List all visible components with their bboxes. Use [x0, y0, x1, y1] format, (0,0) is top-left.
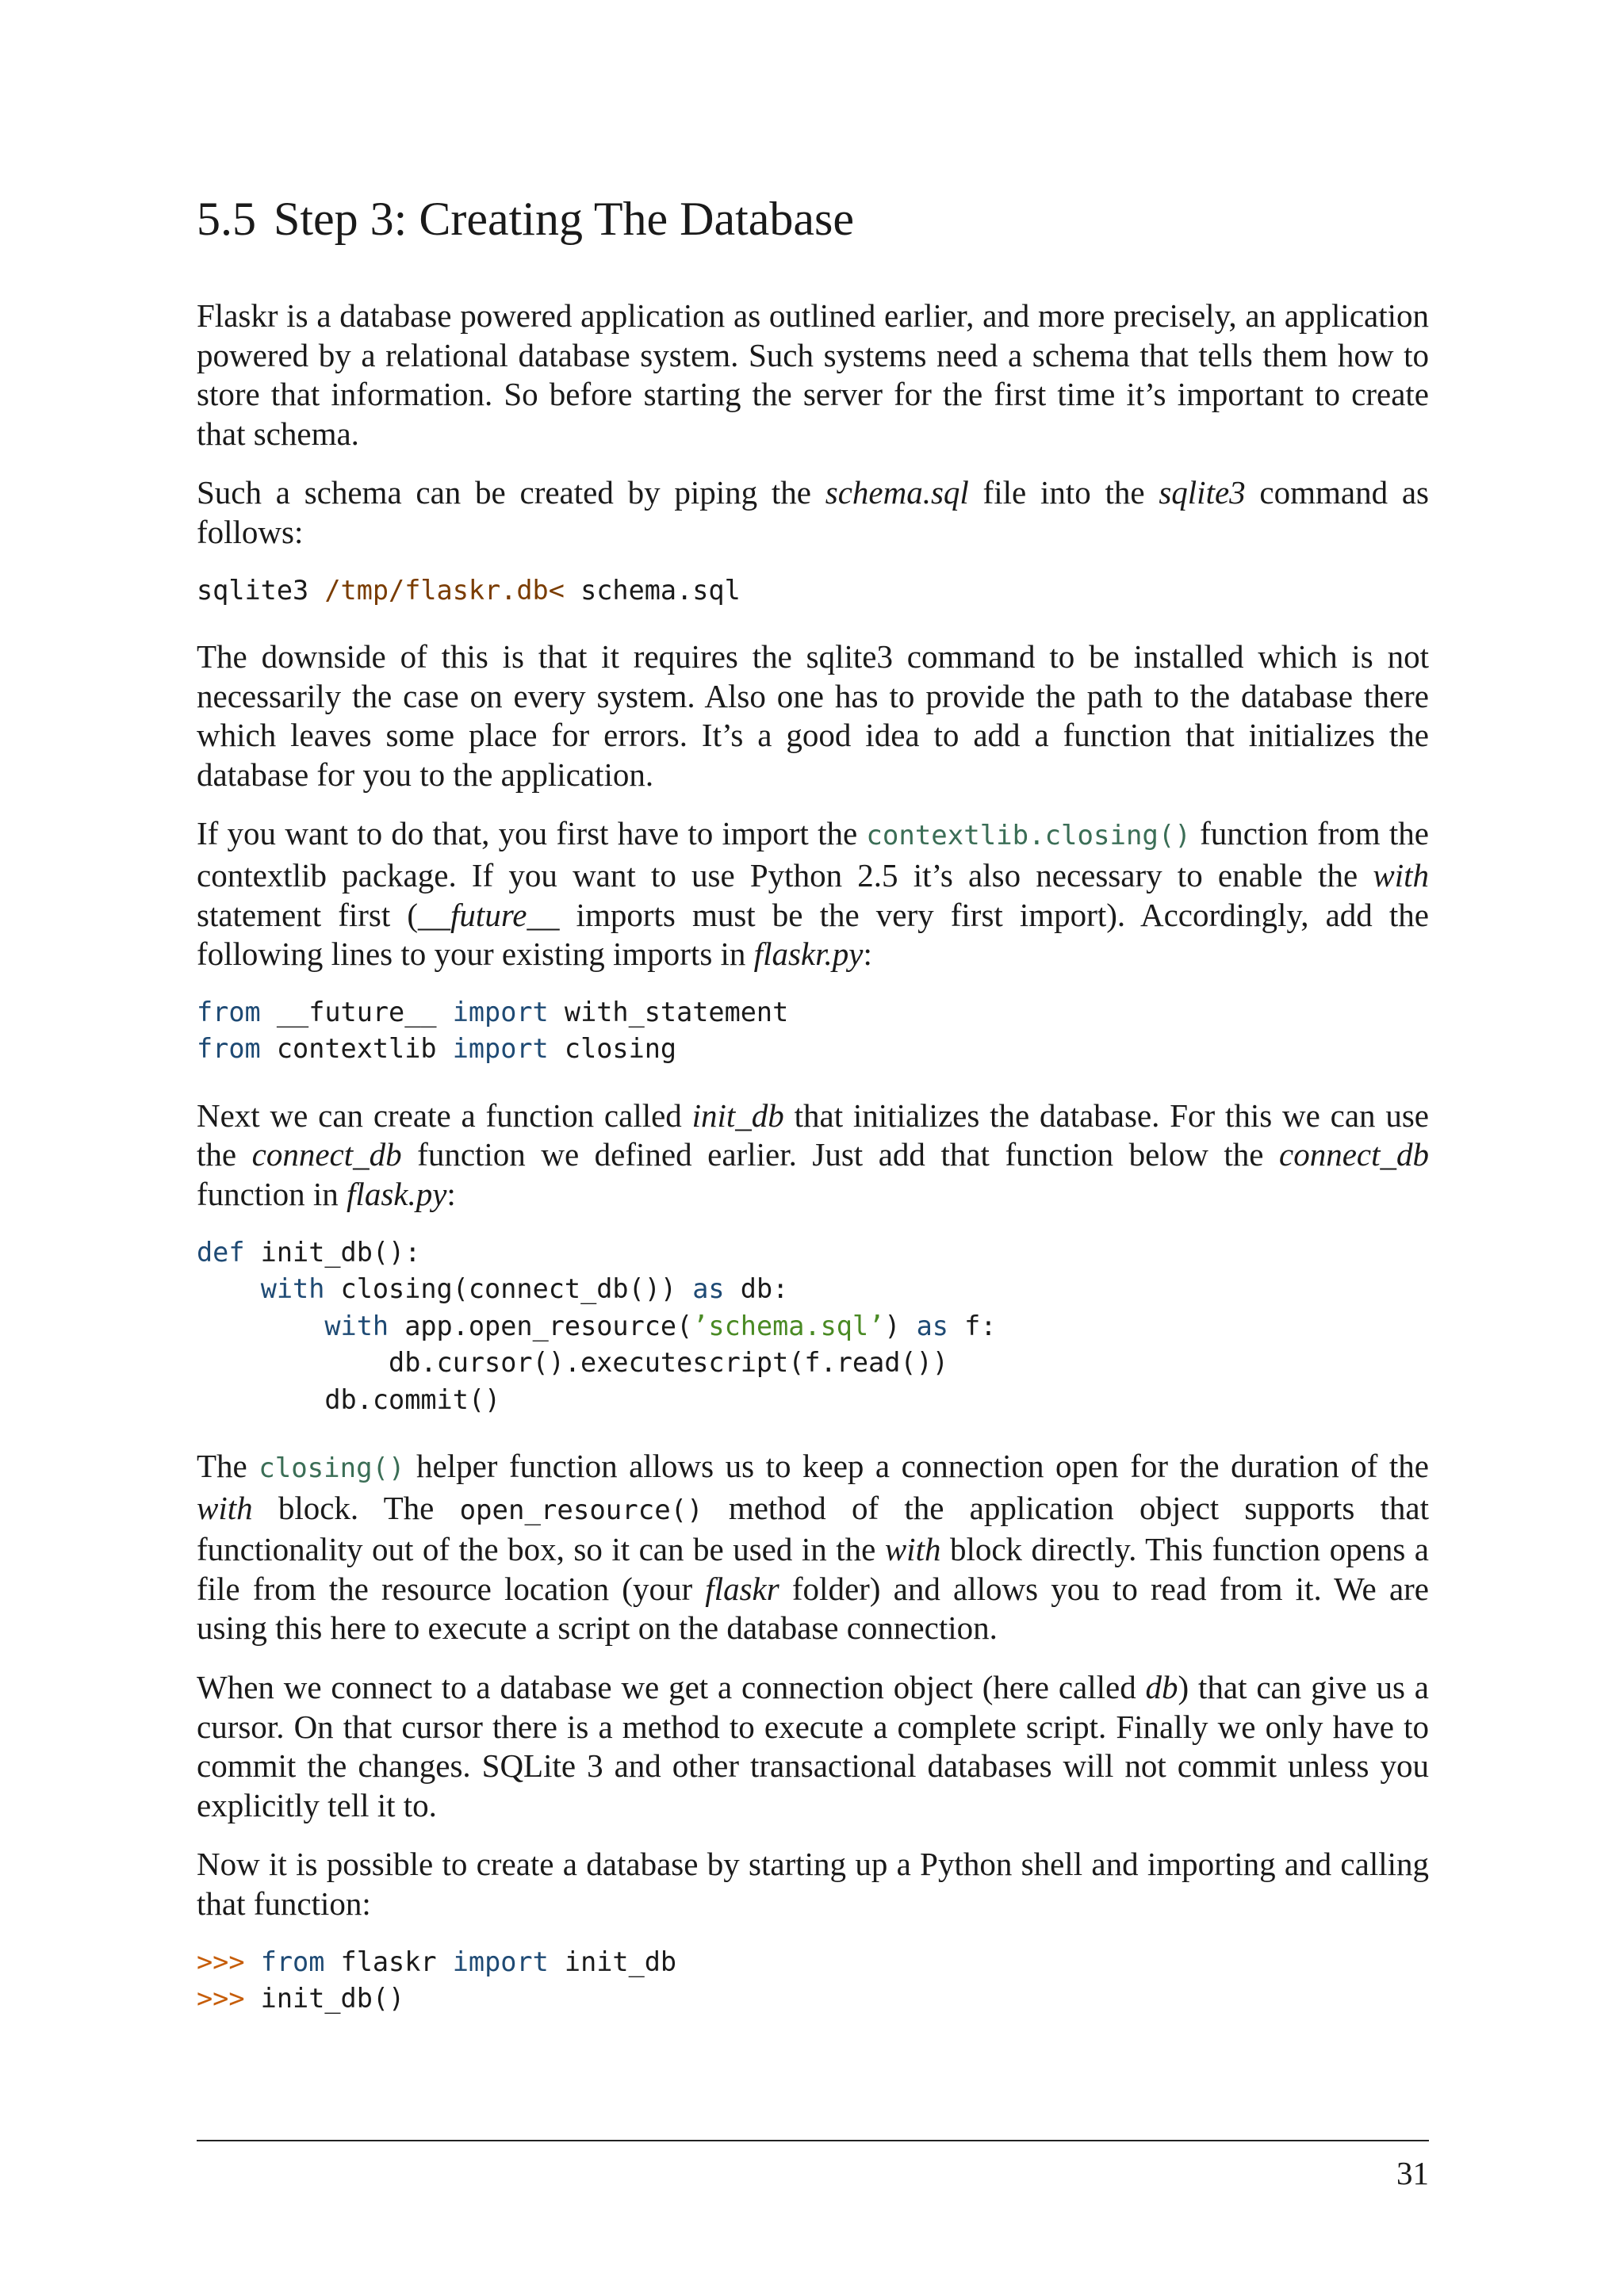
paragraph-shell: Now it is possible to create a database by starting up a Python shell and importing and calling that function: [197, 1846, 1429, 1923]
code-keyword: import [452, 996, 549, 1027]
code-token: flaskr [324, 1946, 453, 1977]
code-token: app.open_resource( [389, 1310, 693, 1341]
code-keyword: from [260, 1946, 325, 1977]
code-token: ) [884, 1310, 917, 1341]
code-token: f: [948, 1310, 997, 1341]
text-span: ) that can give us a cursor. On that cursor there is a method to execute a complete script. Finally we only have to commit the changes. SQLite 3 and other transactional databases will not commit unless you explicitly tell it to. [197, 1669, 1429, 1823]
shell-prompt: >>> [197, 1983, 245, 2015]
code-block-sqlite [197, 572, 1429, 610]
text-span: method of the application object supports that functionality out of the box, so it can be used in the [197, 1489, 1429, 1568]
variable-db: db [1145, 1669, 1178, 1706]
code-block-imports [197, 994, 1429, 1068]
text-span: Such a schema can be created by piping the [197, 474, 825, 511]
text-span: When we connect to a database we get a connection object (here called [197, 1669, 1146, 1706]
inline-code-contextlib-closing: contextlib.closing() [866, 820, 1191, 852]
text-span: function in [197, 1176, 347, 1212]
keyword-with: with [1373, 857, 1429, 894]
filename-flaskr-py: flaskr.py [753, 936, 864, 973]
code-keyword: from [197, 996, 261, 1027]
inline-code-closing: closing() [259, 1452, 405, 1485]
keyword-with: with [197, 1489, 253, 1526]
text-span: The [197, 1448, 259, 1485]
section-number: 5.5 [197, 193, 256, 245]
code-token: init_db(): [244, 1236, 421, 1268]
paragraph-connection [197, 1668, 1429, 1825]
code-token: __future__ [260, 996, 453, 1027]
command-sqlite3: sqlite3 [1159, 474, 1246, 511]
filename-flask-py: flask.py [347, 1176, 447, 1212]
text-span: function from the contextlib package. If you want to use Python 2.5 it’s also necessary to enable the [197, 815, 1430, 894]
text-span: imports must be the very first import). Accordingly, add the following lines to your existing imports in [197, 896, 1430, 973]
text-span: block directly. This function opens a file from the resource location (your [197, 1531, 1429, 1607]
shell-prompt: >>> [197, 1946, 245, 1977]
code-keyword: with [324, 1310, 389, 1341]
page-content [197, 190, 1429, 2046]
code-keyword: import [452, 1946, 549, 1977]
code-keyword: from [197, 1033, 261, 1065]
text-span: statement first ( [197, 896, 419, 933]
code-token: db.commit() [324, 1383, 501, 1415]
text-span: : [863, 936, 872, 973]
text-span: helper function allows us to keep a connection open for the duration of the [404, 1448, 1429, 1485]
code-token: contextlib [260, 1033, 453, 1065]
text-span: block. The [252, 1489, 460, 1526]
code-keyword: as [916, 1310, 948, 1341]
text-span: : [446, 1176, 456, 1212]
filename-schema-sql: schema.sql [825, 474, 969, 511]
footer-rule [197, 2140, 1429, 2141]
code-keyword: import [452, 1033, 549, 1065]
paragraph-intro: Flaskr is a database powered application as outlined earlier, and more precisely, an application powered by a relational database system. Such systems need a schema that tells them how to store that information. So before starting the server for the first time it’s important to create that schema. [197, 297, 1429, 452]
function-name-connect-db: connect_db [1279, 1136, 1430, 1173]
code-keyword: with [260, 1273, 325, 1305]
code-block-shell [197, 1944, 1429, 2018]
code-keyword: def [197, 1236, 245, 1268]
code-token: init_db [548, 1946, 677, 1977]
code-keyword: as [692, 1273, 725, 1305]
text-span: Next we can create a function called [197, 1096, 692, 1134]
paragraph-import [197, 814, 1429, 974]
inline-code-open-resource: open_resource() [459, 1494, 703, 1526]
code-block-init-db [197, 1234, 1429, 1419]
code-token: sqlite3 [197, 574, 325, 606]
paragraph-init-db [197, 1096, 1429, 1215]
code-operator: < [548, 574, 565, 606]
code-string: ’schema.sql’ [692, 1310, 885, 1341]
section-title-text: Step 3: Creating The Database [274, 193, 855, 245]
paragraph-closing [197, 1447, 1429, 1648]
function-name-init-db: init_db [691, 1096, 784, 1134]
paragraph-downside: The downside of this is that it requires the sqlite3 command to be installed which is not necessarily the case on every system. Also one has to provide the path to the database there which leaves some place for errors. It’s a good idea to add a function that initializes the database for you to the application. [197, 638, 1429, 793]
paragraph-schema [197, 473, 1429, 552]
code-token: db.cursor().executescript(f.read()) [389, 1347, 948, 1379]
text-span: that initializes the database. For this we can use the [197, 1096, 1429, 1173]
code-token: init_db() [244, 1983, 405, 2015]
folder-name-flaskr: flaskr [705, 1570, 779, 1607]
text-span: file into the [968, 474, 1159, 511]
code-path: /tmp/flaskr.db [324, 574, 549, 606]
code-token: with_statement [548, 996, 789, 1027]
keyword-with: with [884, 1531, 941, 1568]
text-span: If you want to do that, you first have to import the [197, 815, 867, 852]
code-token: closing(connect_db()) [324, 1273, 693, 1305]
text-span: folder) and allows you to read from it. We are using this here to execute a script on the database connection. [197, 1570, 1429, 1647]
code-token: db: [724, 1273, 789, 1305]
code-token: schema.sql [564, 574, 741, 606]
text-span: function we defined earlier. Just add that function below the [401, 1136, 1280, 1173]
text-span: command as follows: [197, 474, 1429, 550]
keyword-future: __future__ [418, 896, 560, 933]
code-token: closing [548, 1033, 677, 1065]
section-heading [197, 190, 1429, 247]
page-number: 31 [1396, 2155, 1429, 2191]
function-name-connect-db: connect_db [251, 1136, 402, 1173]
